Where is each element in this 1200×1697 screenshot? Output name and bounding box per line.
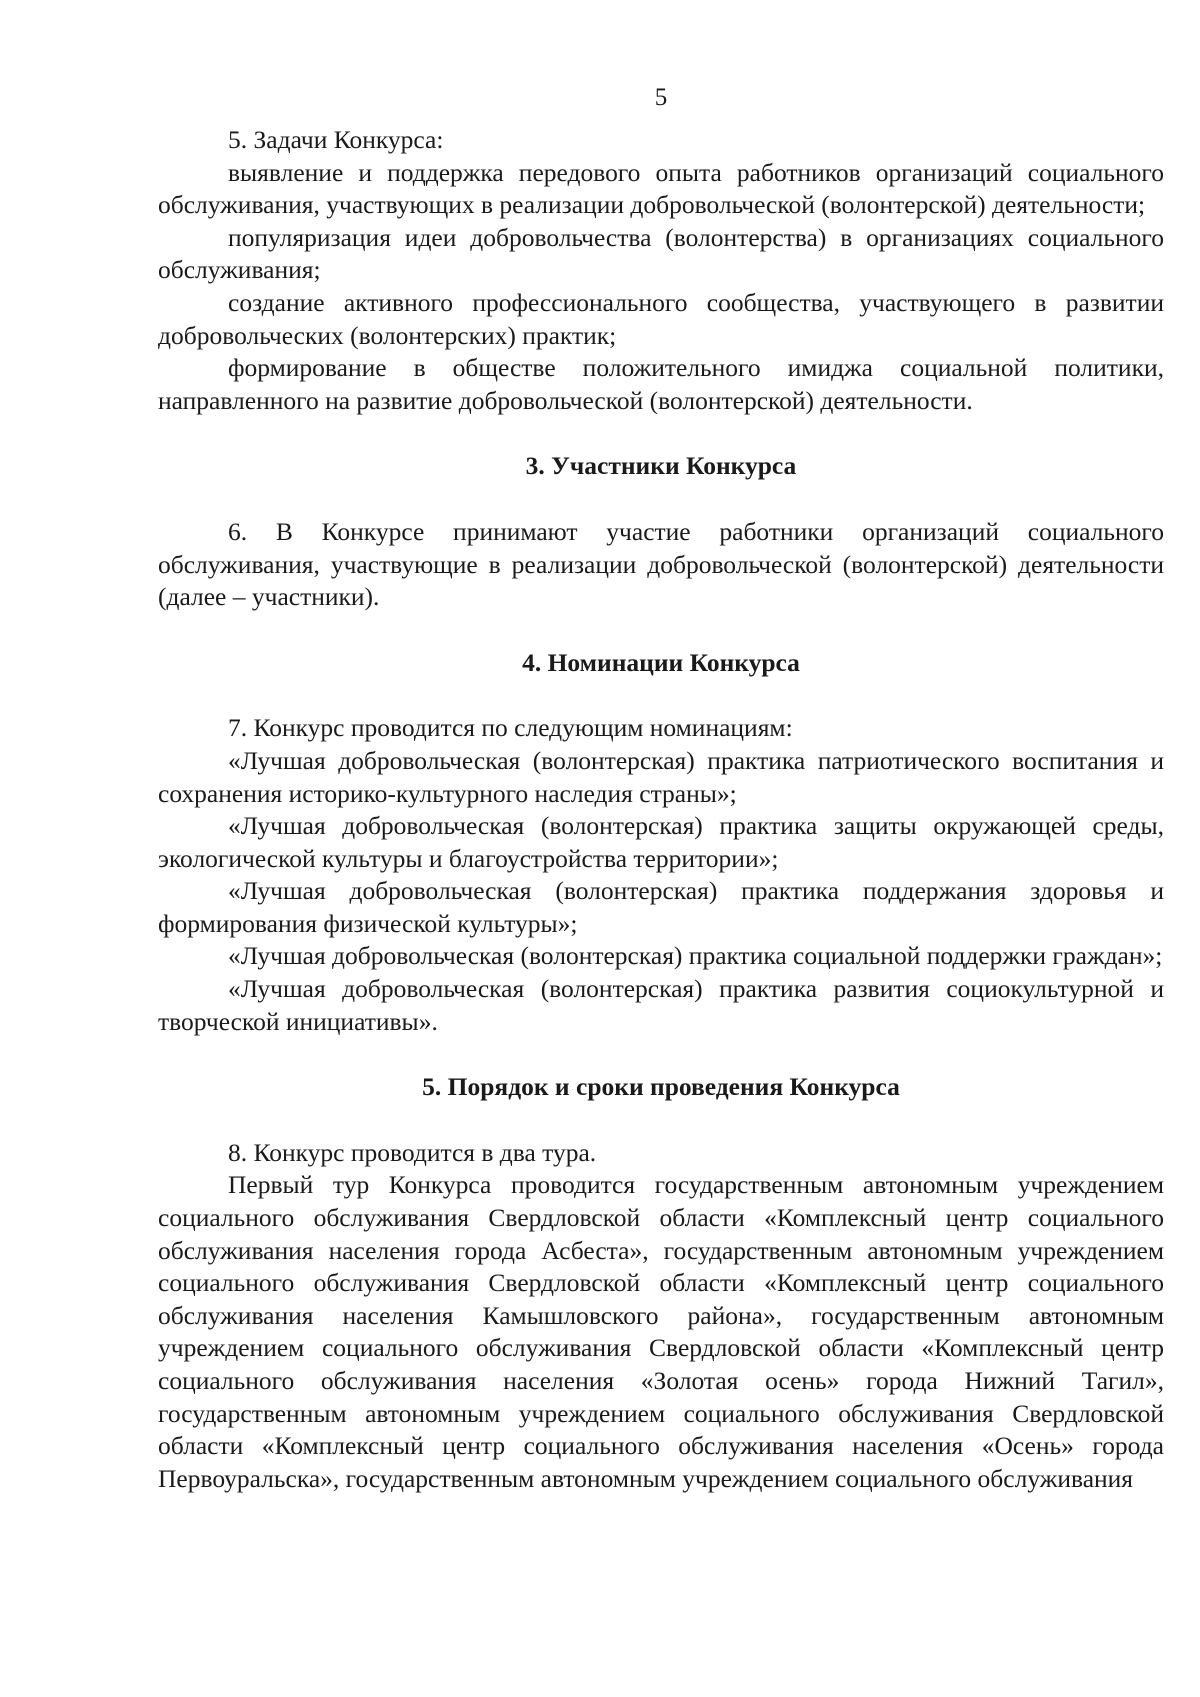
nomination-1: «Лучшая добровольческая (волонтерская) практика патриотического воспитания и сохранения историко-культурного наследия страны»; xyxy=(158,745,1164,808)
document-body xyxy=(158,124,1164,1495)
page-number: 5 xyxy=(654,84,668,111)
task-item-4: формирование в обществе положительного имиджа социальной политики, направленного на развитие добровольческой (волонтерской) деятельности. xyxy=(158,353,1164,415)
task-item-2: популяризация идеи добровольчества (волонтерства) в организациях социального обслуживания; xyxy=(158,222,1164,285)
task-item-1: выявление и поддержка передового опыта работников организаций социального обслуживания, участвующих в реализации добровольческой (волонтерской) деятельности; xyxy=(158,157,1164,220)
first-round-paragraph: Первый тур Конкурса проводится государственным автономным учреждением социального обслуживания Свердловской области «Комплексный центр социального обслуживания населения города Асбеста», государственным автономным учреждением социального обслуживания Свердловской области «Комплексный центр социального обслуживания населения Камышловского района», государственным автономным учреждением социального обслуживания Свердловской области «Комплексный центр социального обслуживания населения «Золотая осень» города Нижний Тагил», государственным автономным учреждением социального обслуживания Свердловской области «Комплексный центр социального обслуживания населения «Осень» города Первоуральска», государственным автономным учреждением социального обслуживания xyxy=(158,1170,1164,1493)
section-5-title: 5. Порядок и сроки проведения Конкурса xyxy=(422,1072,900,1102)
paragraph-8: 8. Конкурс проводится в два тура. xyxy=(228,1137,597,1167)
section-3-title: 3. Участники Конкурса xyxy=(525,451,797,481)
paragraph-6: 6. В Конкурсе принимают участие работники организаций социального обслуживания, участвующие в реализации добровольческой (волонтерской) деятельности (далее – участники). xyxy=(158,516,1164,612)
nomination-3: «Лучшая добровольческая (волонтерская) практика поддержания здоровья и формирования физической культуры»; xyxy=(158,876,1164,938)
paragraph-7: 7. Конкурс проводится по следующим номинациям: xyxy=(228,713,793,743)
nomination-5: «Лучшая добровольческая (волонтерская) практика развития социокультурной и творческой инициативы». xyxy=(158,974,1164,1036)
task-item-3: создание активного профессионального сообщества, участвующего в развитии добровольческих (волонтерских) практик; xyxy=(158,287,1164,350)
nomination-4: «Лучшая добровольческая (волонтерская) практика социальной поддержки граждан»; xyxy=(228,941,1163,971)
paragraph-5-heading: 5. Задачи Конкурса: xyxy=(228,125,444,154)
nomination-2: «Лучшая добровольческая (волонтерская) практика защиты окружающей среды, экологической культуры и благоустройства территории»; xyxy=(158,811,1164,873)
section-4-title: 4. Номинации Конкурса xyxy=(522,647,800,677)
